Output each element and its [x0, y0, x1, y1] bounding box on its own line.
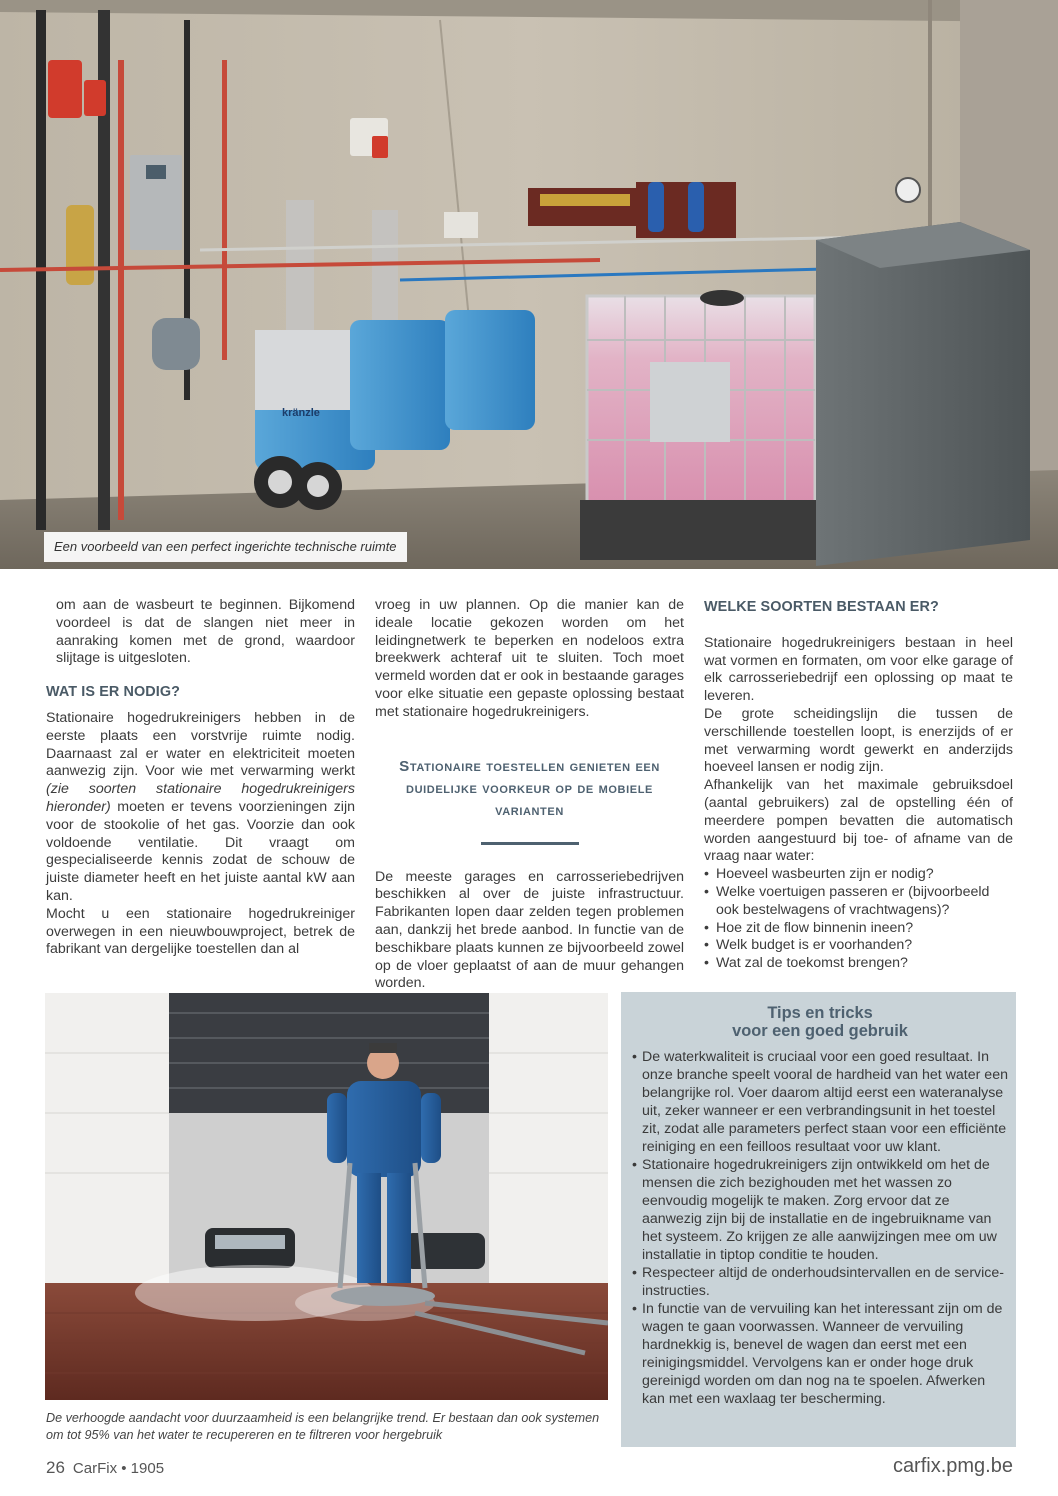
tips-box	[621, 992, 1016, 1447]
page-number: 26	[46, 1458, 65, 1477]
italic-reference: (zie soorten stationaire hogedrukreinigers hieronder)	[46, 781, 355, 815]
paragraph	[46, 710, 355, 906]
tips-title	[632, 1004, 1008, 1040]
wash-bay-illustration	[45, 993, 608, 1400]
list-item: • Hoe zit de flow binnenin ineen?	[704, 920, 1013, 938]
paragraph: vroeg in uw plannen. Op die manier kan de ideale locatie gekozen worden om het leidingnetwerk te beperken en nodeloos extra breekwerk achteraf uit te sluiten. Toch moet vermeld worden dat er ook in bestaande garages voor elke situatie een gepaste oplossing bestaat met stationaire hogedrukreinigers.	[375, 597, 684, 720]
website-link[interactable]: carfix.pmg.be	[892, 1455, 1013, 1477]
tip-item: • Stationaire hogedrukreinigers zijn ontwikkeld om het de mensen die zich bezighouden met het wassen zo eenvoudig mogelijk te maken. Zorg ervoor dat ze aanwezig zijn bij de installatie en de ingebruikname van het systeem. Zo krijgen ze alle aanwijzingen mee om uw installatie in tiptop conditie te houden.	[632, 1156, 1008, 1264]
magazine-issue: CarFix • 1905	[72, 1460, 165, 1477]
paragraph: De grote scheidingslijn die tussen de verschillende toestellen loopt, is enerzijds of er met verwarming wordt gewerkt en anderzijds hoeveel lansen er nodig zijn.	[704, 705, 1013, 776]
text-run: Stationaire hogedrukreinigers hebben in de eerste plaats een vorstvrije ruimte nodig. Daarnaast zal er water en elektriciteit moeten aanwezig zijn. Voor wie met verwarming werkt	[46, 709, 355, 780]
article-column-1	[46, 597, 355, 959]
tip-item: • In functie van de vervuiling kan het interessant zijn om de wagen te gaan voorwassen. Wanneer de vervuiling hardnekkig is, benevel de wagen dan eerst met een reinigingsmiddel. Vervolgens kan er onder hoge druk gereinigd worden om dan nog na te spoelen. Afwerken kan met een waxlaag ter bescherming.	[632, 1300, 1008, 1408]
article-column-3	[704, 597, 1013, 973]
text-run: moeten er tevens voorzieningen zijn voor de stookolie of het gas. Voorzie dan ook voldoende ventilatie. Dit vraagt om gespecialiseerde kennis zodat de schouw de juiste diameter heeft en het juiste aantal kW aan kan.	[46, 798, 355, 904]
paragraph: Stationaire hogedrukreinigers bestaan in heel wat vormen en formaten, om voor elke garage of elk carrosseriebedrijf een oplossing op maat te leveren.	[704, 634, 1013, 705]
pull-quote: Stationaire toestellen genieten een duidelijke voorkeur op de mobiele varianten	[399, 757, 660, 819]
list-item: • Hoeveel wasbeurten zijn er nodig?	[704, 866, 1013, 884]
list-item: • Wat zal de toekomst brengen?	[704, 955, 1013, 973]
tip-item: • De waterkwaliteit is cruciaal voor een goed resultaat. In onze branche speelt vooral de hardheid van het water een belangrijke rol. Voer daarom altijd eerst een wateranalyse uit, zeker wanneer er een verbrandingsunit in het toestel zit, zodat alle parameters perfect staan voor een efficiënte reiniging en een feilloos resultaat voor uw klant.	[632, 1048, 1008, 1156]
tips-title-line-2: voor een goed gebruik	[732, 1022, 908, 1040]
section-heading-soorten: WELKE SOORTEN BESTAAN ER?	[704, 599, 939, 615]
question-list	[704, 866, 1013, 973]
tips-list	[632, 1048, 1008, 1408]
pull-quote-rule	[481, 842, 579, 845]
paragraph: Afhankelijk van het maximale gebruiksdoel (aantal gebruikers) zal de opstelling één of meerdere pompen bevatten die automatisch worden aangestuurd bij toe- of afname van de vraag naar water:	[704, 777, 1013, 865]
technical-room-illustration	[0, 0, 1058, 569]
paragraph: De meeste garages en carrosseriebedrijven beschikken al over de juiste infrastructuur. Fabrikanten lopen daar zelden tegen problemen aan, dankzij het brede aanbod. In functie van de beschikbare plaats kunnen ze bijvoorbeeld zowel op de vloer geplaatst of aan de muur gehangen worden.	[375, 868, 684, 992]
wash-bay-photo	[45, 993, 608, 1400]
machine-brand-label: kränzle	[282, 407, 320, 419]
article-column-2	[375, 597, 684, 993]
tip-item: • Respecteer altijd de onderhoudsintervallen en de service-instructies.	[632, 1264, 1008, 1300]
tips-title-line-1: Tips en tricks	[767, 1004, 873, 1022]
paragraph: om aan de wasbeurt te beginnen. Bijkomend voordeel is dat de slangen niet meer in aanraking komen met de grond, waardoor slijtage is uitgesloten.	[56, 597, 355, 667]
section-heading-nodig: WAT IS ER NODIG?	[46, 684, 181, 701]
hero-caption: Een voorbeeld van een perfect ingerichte technische ruimte	[44, 532, 407, 562]
page-footer-left	[46, 1458, 164, 1478]
wash-bay-caption: De verhoogde aandacht voor duurzaamheid is een belangrijke trend. Er bestaan dan ook systemen om tot 95% van het water te recupereren en te filtreren voor hergebruik	[46, 1411, 600, 1442]
hero-photo	[0, 0, 1058, 569]
paragraph: Mocht u een stationaire hogedrukreiniger overwegen in een nieuwbouwproject, betrek de fabrikant van dergelijke toestellen dan al	[46, 905, 355, 958]
list-item: • Welke voertuigen passeren er (bijvoorbeeld ook bestelwagens of vrachtwagens)?	[704, 884, 1013, 920]
list-item: • Welk budget is er voorhanden?	[704, 937, 1013, 955]
